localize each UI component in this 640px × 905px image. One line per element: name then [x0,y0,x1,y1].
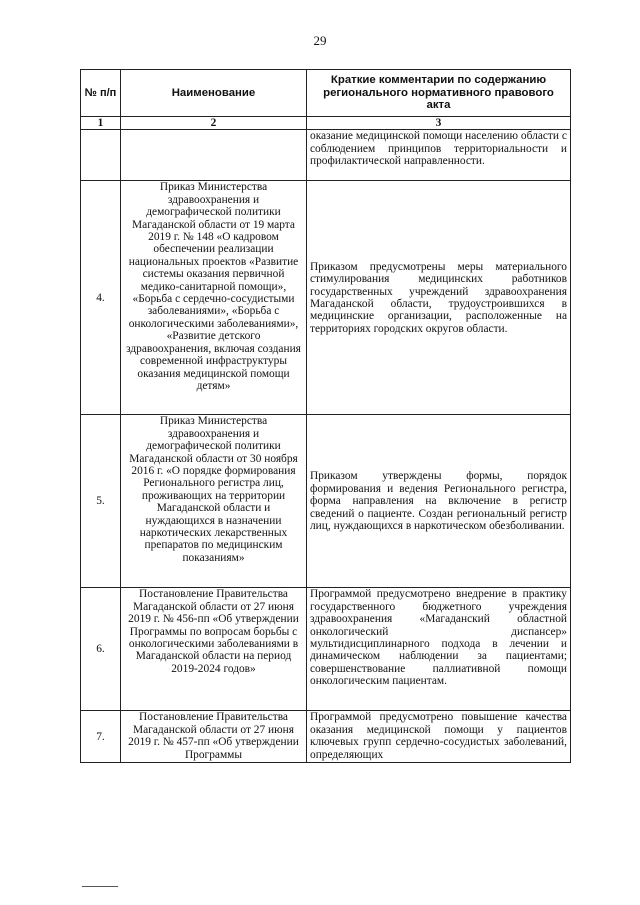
table-row [81,711,571,763]
row-name: Постановление Правительства Магаданской области от 27 июня 2019 г. № 456-пп «Об утверждении Программы по вопросам борьбы с онкологическими заболеваниями в Магаданской области на период 2019-2024 годов» [121,588,307,711]
table-header-row [81,70,571,117]
header-name: Наименование [121,70,307,117]
row-comment: оказание медицинской помощи населению области с соблюдением принципов территориальности и профилактической направленности. [307,130,571,181]
footnote-rule [82,886,118,887]
column-number: 3 [307,117,571,130]
column-number: 2 [121,117,307,130]
table-row [81,130,571,181]
row-number: 7. [81,711,121,763]
row-comment: Программой предусмотрено повышение качества оказания медицинской помощи у пациентов ключевых групп сердечно-сосудистых заболеваний, определяющих [307,711,571,763]
acts-table [80,69,571,763]
row-comment: Приказом утверждены формы, порядок формирования и ведения Регионального регистра, форма направления на включение в регистр сведений о пациенте. Создан региональный регистр лиц, нуждающихся в наркотическом обезболивании. [307,415,571,588]
row-comment: Приказом предусмотрены меры материального стимулирования медицинских работников государственных учреждений здравоохранения Магаданской области, трудоустроившихся в медицинские организации, расположенные на территориях городских округов области. [307,181,571,415]
column-number: 1 [81,117,121,130]
column-numbers-row [81,117,571,130]
row-number: 4. [81,181,121,415]
header-number: № п/п [81,70,121,117]
row-number: 6. [81,588,121,711]
row-comment: Программой предусмотрено внедрение в практику государственного бюджетного учреждения здравоохранения «Магаданский областной онкологический диспансер» мультидисциплинарного подхода в лечении и динамическом наблюдении за пациентами; совершенствование паллиативной помощи онкологическим пациентам. [307,588,571,711]
row-number: 5. [81,415,121,588]
table-row [81,415,571,588]
row-name [121,130,307,181]
row-name: Приказ Министерства здравоохранения и демографической политики Магаданской области от 30 ноября 2016 г. «О порядке формирования Регионального регистра лиц, проживающих на территории Магаданской области и нуждающихся в назначении наркотических лекарственных препаратов по медицинским показаниям» [121,415,307,588]
header-comment: Краткие комментарии по содержанию регионального нормативного правового акта [307,70,571,117]
row-name: Приказ Министерства здравоохранения и демографической политики Магаданской области от 19 марта 2019 г. № 148 «О кадровом обеспечении реализации национальных проектов «Развитие системы оказания первичной медико-санитарной помощи», «Борьба с сердечно-сосудистыми заболеваниями», «Борьба с онкологическими заболеваниями», «Развитие детского здравоохранения, включая создания современной инфраструктуры оказания медицинской помощи детям» [121,181,307,415]
row-number [81,130,121,181]
row-name: Постановление Правительства Магаданской области от 27 июня 2019 г. № 457-пп «Об утверждении Программы [121,711,307,763]
table-row [81,588,571,711]
page-number: 29 [313,33,327,48]
table-row [81,181,571,415]
